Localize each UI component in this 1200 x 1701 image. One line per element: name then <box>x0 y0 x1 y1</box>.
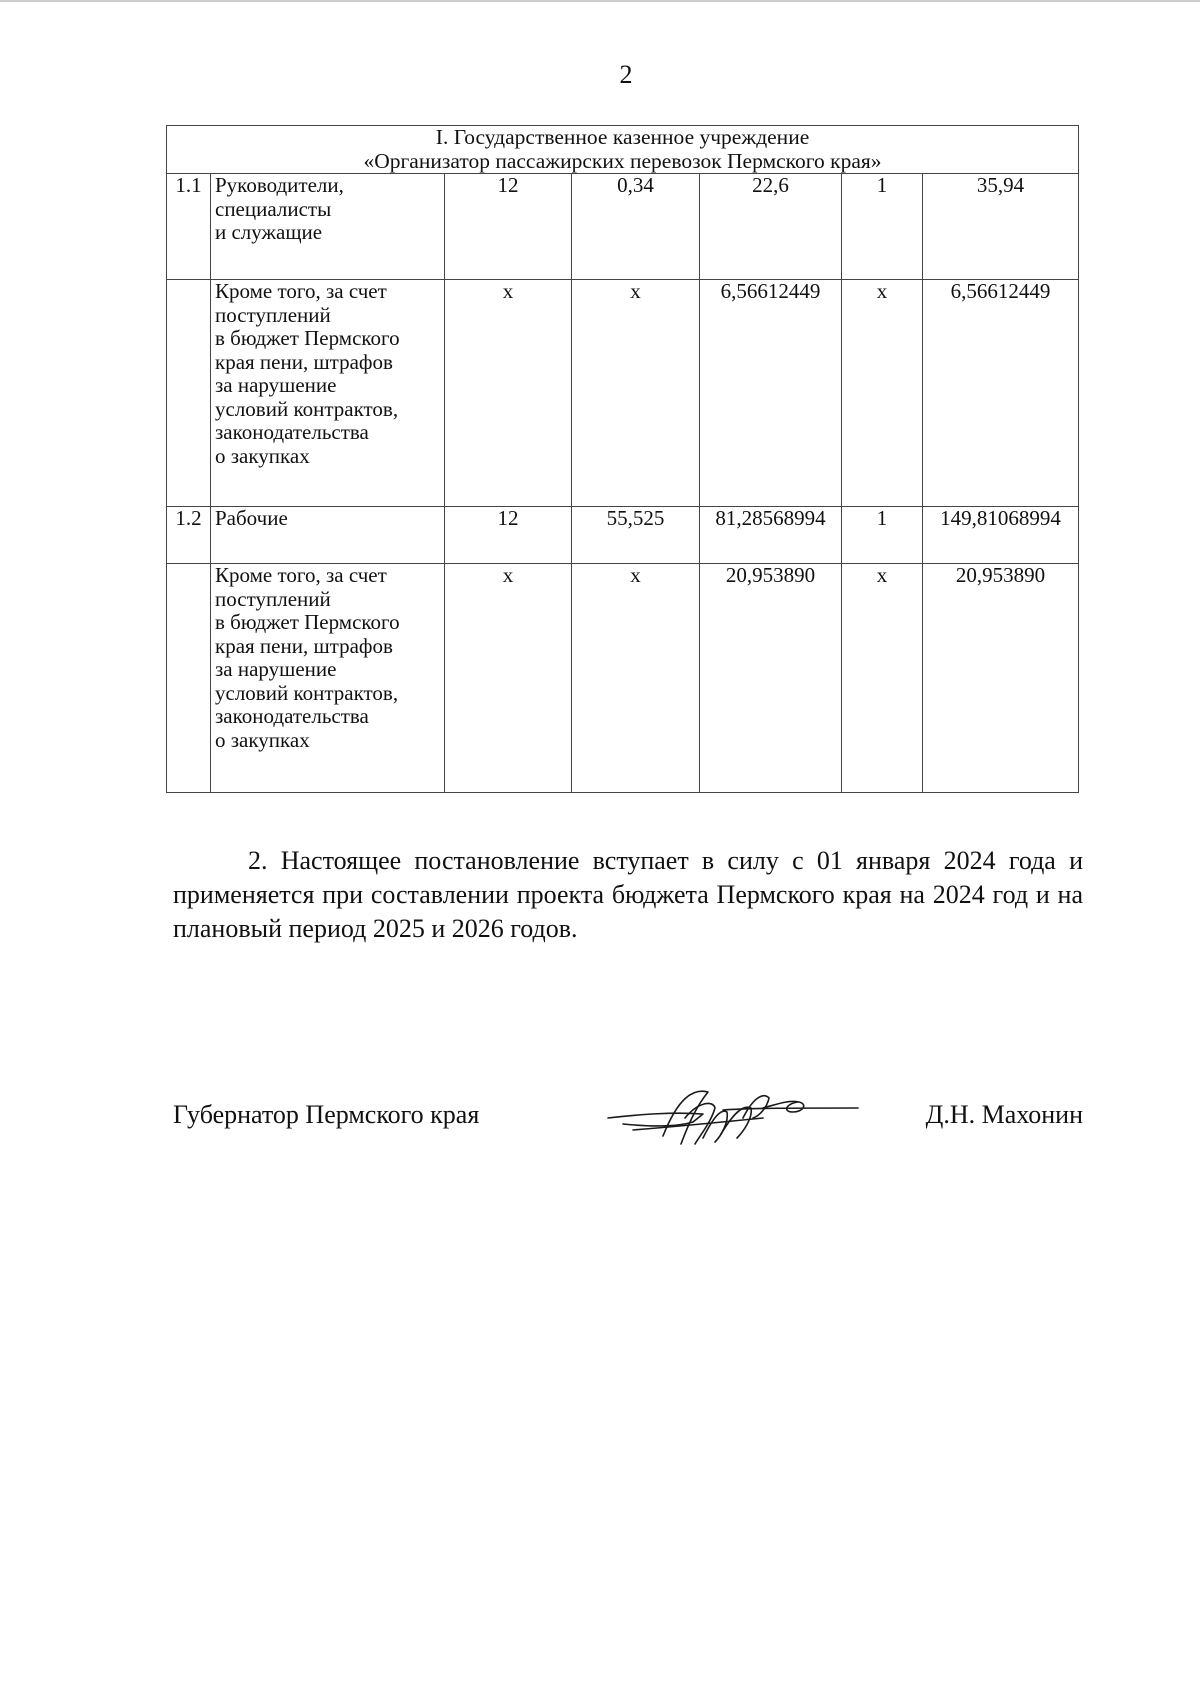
description-line: Рабочие <box>215 506 288 530</box>
section-header-cell <box>167 126 1079 174</box>
table-cell: х <box>445 280 572 507</box>
table-cell: х <box>572 564 700 793</box>
table-cell: 6,56612449 <box>923 280 1079 507</box>
section-header-line: I. Государственное казенное учреждение <box>435 125 810 149</box>
table-row <box>167 507 1079 564</box>
table-cell: 1 <box>842 174 923 280</box>
paragraph-text: 2. Настоящее постановление вступает в силу с 01 января 2024 года и применяется при составлении проекта бюджета Пермского края на 2024 год и на плановый период 2025 и 2026 годов. <box>173 846 1083 943</box>
description-line: края пени, штрафов <box>215 633 393 658</box>
description-line: за нарушение <box>215 373 337 397</box>
table-cell: 20,953890 <box>923 564 1079 793</box>
description-line: специалисты <box>215 196 332 221</box>
section-header-line: «Организатор пассажирских перевозок Пермского края» <box>363 148 882 173</box>
description-line: за нарушение <box>215 657 337 681</box>
description-line: и служащие <box>215 220 323 244</box>
table-cell: 12 <box>445 174 572 280</box>
table-cell: 0,34 <box>572 174 700 280</box>
description-line: в бюджет Пермского <box>215 326 400 350</box>
page-number: 2 <box>619 60 633 89</box>
table-row <box>167 280 1079 507</box>
table-cell: 22,6 <box>700 174 842 280</box>
row-description <box>211 564 445 793</box>
description-line: законодательства <box>215 420 369 444</box>
handwritten-signature-icon <box>603 1078 863 1158</box>
description-line: Кроме того, за счет <box>215 563 387 587</box>
table-cell: 6,56612449 <box>700 280 842 507</box>
budget-table <box>166 125 1079 793</box>
description-line: края пени, штрафов <box>215 349 393 374</box>
description-line: поступлений <box>215 586 331 611</box>
description-line: условий контрактов, <box>215 680 399 705</box>
row-description <box>211 507 445 564</box>
row-description <box>211 280 445 507</box>
table-cell: 35,94 <box>923 174 1079 280</box>
table-cell: х <box>445 564 572 793</box>
table-cell: 1 <box>842 507 923 564</box>
table-cell: 20,953890 <box>700 564 842 793</box>
signature-block <box>173 1090 1083 1170</box>
signer-name: Д.Н. Махонин <box>925 1100 1083 1129</box>
scan-edge <box>0 0 1200 2</box>
table-cell: х <box>842 564 923 793</box>
table-cell: 81,28568994 <box>700 507 842 564</box>
description-line: о закупках <box>215 443 310 468</box>
row-index: 1.2 <box>167 507 211 564</box>
row-description <box>211 174 445 280</box>
description-line: о закупках <box>215 727 310 752</box>
body-paragraph <box>173 844 1083 946</box>
description-line: законодательства <box>215 704 369 728</box>
table-row <box>167 174 1079 280</box>
description-line: в бюджет Пермского <box>215 610 400 634</box>
section-header-row <box>167 126 1079 174</box>
table-cell: 149,81068994 <box>923 507 1079 564</box>
table-row <box>167 564 1079 793</box>
table-cell: х <box>572 280 700 507</box>
table-cell: 55,525 <box>572 507 700 564</box>
row-index <box>167 564 211 793</box>
signer-title: Губернатор Пермского края <box>173 1100 480 1129</box>
table-cell: 12 <box>445 507 572 564</box>
row-index <box>167 280 211 507</box>
table-cell: х <box>842 280 923 507</box>
description-line: Кроме того, за счет <box>215 279 387 303</box>
description-line: поступлений <box>215 302 331 327</box>
description-line: Руководители, <box>215 173 344 197</box>
row-index: 1.1 <box>167 174 211 280</box>
description-line: условий контрактов, <box>215 396 399 421</box>
